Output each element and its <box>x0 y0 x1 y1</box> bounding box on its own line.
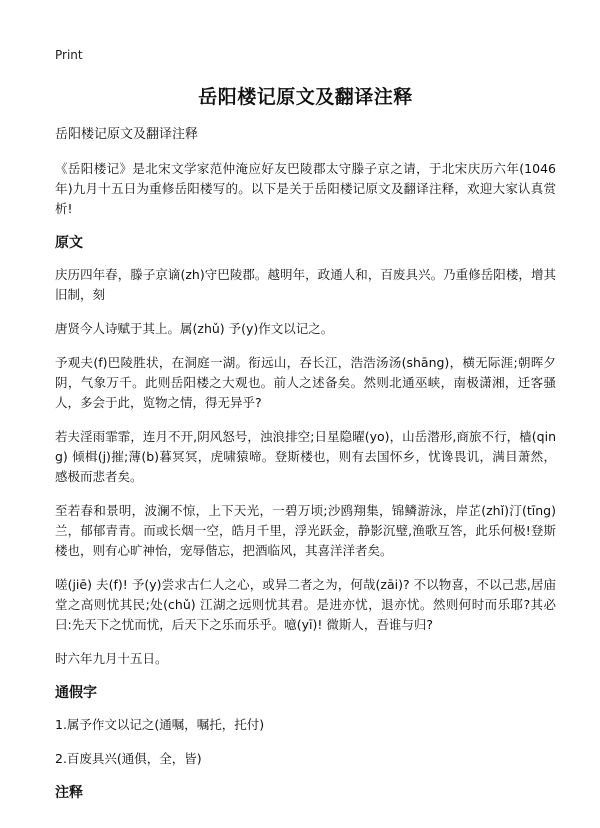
article-subtitle: 岳阳楼记原文及翻译注释 <box>55 127 199 142</box>
original-paragraph: 至若春和景明，波澜不惊，上下天光，一碧万顷;沙鸥翔集，锦鳞游泳，岸芷(zhǐ)汀(tīng) 兰，郁郁青青。而或长烟一空，皓月千里，浮光跃金，静影沉璧,渔歌互答，此乐何极!登斯楼也，则有心旷神怡，宠辱偕忘，把酒临风，其喜洋洋者矣。 <box>55 503 556 558</box>
intro-paragraph: 《岳阳楼记》是北宋文学家范仲淹应好友巴陵郡太守滕子京之请，于北宋庆历六年(1046年)九月十五日为重修岳阳楼写的。以下是关于岳阳楼记原文及翻译注释，欢迎大家认真赏析! <box>55 161 556 216</box>
original-paragraph: 予观夫(f)巴陵胜状，在洞庭一湖。衔远山，吞长江，浩浩汤汤(shāng)，横无际涯;朝晖夕阴，气象万千。此则岳阳楼之大观也。前人之述备矣。然则北通巫峡，南极潇湘，迁客骚人，多会于此，览物之情，得无异乎? <box>55 355 556 410</box>
section-heading-notes: 注释 <box>55 785 83 801</box>
page-title: 岳阳楼记原文及翻译注释 <box>198 86 413 108</box>
tongjiazi-item: 2.百废具兴(通俱，全，皆) <box>55 751 202 766</box>
original-paragraph: 庆历四年春，滕子京谪(zh)守巴陵郡。越明年，政通人和，百废具兴。乃重修岳阳楼，增其旧制，刻 <box>55 267 556 302</box>
original-paragraph: 若夫淫雨霏霏，连月不开,阴风怒号，浊浪排空;日星隐曜(yo)，山岳潜形,商旅不行，樯(qing) 倾楫(j)摧;薄(b)暮冥冥，虎啸猿啼。登斯楼也，则有去国怀乡，忧谗畏讥，满目萧然，感极而悲者矣。 <box>55 429 556 484</box>
tongjiazi-item: 1.属予作文以记之(通嘱，嘱托，托付) <box>55 717 265 732</box>
original-paragraph: 时六年九月十五日。 <box>55 651 168 666</box>
section-heading-tongjiazi: 通假字 <box>55 685 97 701</box>
print-link[interactable]: Print <box>55 48 83 62</box>
original-paragraph: 嗟(jiē) 夫(f)! 予(y)尝求古仁人之心，或异二者之为，何哉(zāi)? 不以物喜，不以己悲,居庙堂之高则忧其民;处(chǔ) 江湖之远则忧其君。是进亦忧，退亦忧。然则何时而乐耶?其必曰:先天下之忧而忧，后天下之乐而乐乎。噫(yī)! 微斯人，吾谁与归? <box>55 577 556 632</box>
section-heading-original: 原文 <box>55 235 83 251</box>
original-paragraph: 唐贤今人诗赋于其上。属(zhǔ) 予(y)作文以记之。 <box>55 321 334 336</box>
